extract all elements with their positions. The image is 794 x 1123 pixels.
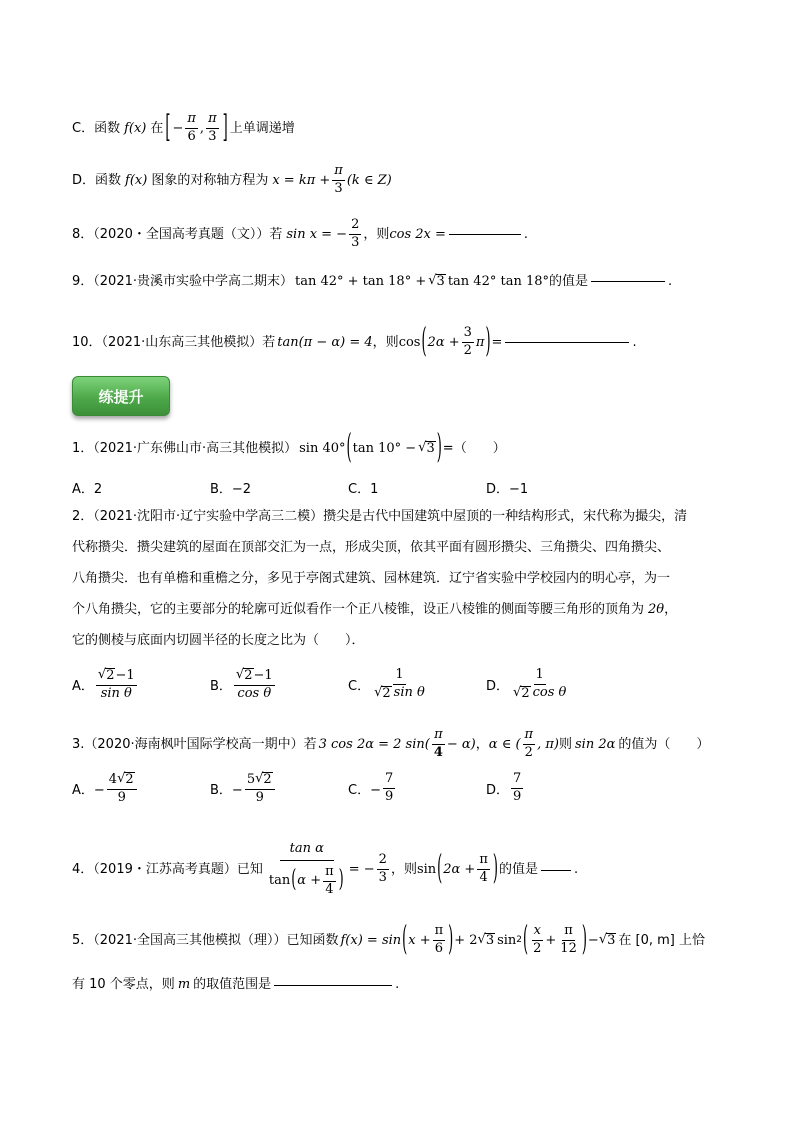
left-paren: ( [291, 865, 297, 894]
radicand: 3 [485, 933, 495, 949]
p1-option-b[interactable]: B．−2 [210, 482, 252, 497]
p5-line2b: 的取值范围是 [193, 977, 272, 992]
q7c-frac1 [185, 112, 198, 145]
den: 3 [208, 128, 217, 144]
sqrt: √ 2 [97, 667, 115, 683]
right-paren: ) [436, 428, 442, 468]
p1-option-c[interactable]: C．1 [348, 482, 379, 497]
p5-x1: x + [408, 932, 431, 948]
num: 4 [108, 771, 118, 787]
p3-c-frac [383, 772, 395, 805]
pi: π [433, 924, 446, 941]
p1-tan: tan 10° − [352, 440, 417, 456]
den: 2 [533, 940, 542, 956]
pi: π [206, 112, 219, 129]
p1-eq: =（ ） [442, 440, 506, 456]
p3-rest: , π) [537, 736, 559, 752]
p5-m: m [177, 977, 191, 992]
num: 2 [349, 218, 361, 235]
q10-eq: = [491, 334, 503, 350]
p3-label: 3.（2020·海南枫叶国际学校高一期中）若 [72, 736, 317, 752]
radicand: 2 [263, 772, 272, 787]
p5-sqrt: √ 3 [477, 932, 495, 949]
left-paren: ( [437, 850, 443, 890]
answer-blank[interactable] [505, 341, 629, 343]
p3-frac1 [432, 728, 445, 761]
p3-tail: 的值为（ ） [618, 736, 710, 752]
p2-line-1: 2．（2021·沈阳市·辽宁实验中学高三二模）攒尖是古代中国建筑中屋顶的一种结构形式，宋代称为撮尖，清 [72, 509, 688, 524]
p1-sqrt: √ 3 [418, 440, 435, 456]
p2-option-d[interactable] [486, 668, 570, 702]
question-10 [72, 322, 637, 362]
section-title: 练提升 [98, 387, 144, 406]
den: 2 [463, 342, 472, 358]
q8-tail: ，则 [363, 226, 390, 242]
p3-option-a[interactable] [72, 772, 139, 806]
q7d-cond: (k ∈ Z) [346, 172, 392, 188]
num: x [532, 924, 543, 941]
p4-bigfrac [267, 842, 347, 898]
den: 4 [325, 881, 334, 897]
option-letter: C．− [348, 782, 381, 798]
p2-line-4-wrap: 个八角攒尖，它的主要部分的轮廓可近似看作一个正八棱锥，设正八棱锥的侧面等腰三角形的顶角为 2θ ， [72, 602, 678, 617]
p3-lhs: 3 cos 2α = 2 sin( [318, 736, 430, 752]
p2-a-frac [96, 668, 137, 702]
q8-end: . [523, 226, 529, 242]
radicand: 3 [607, 933, 616, 949]
den: 3 [334, 180, 343, 196]
section-title-button [72, 376, 170, 416]
q10-tail: ，则 [372, 334, 399, 350]
q7d-mid: 图象的对称轴方程为 [151, 172, 269, 188]
left-paren: ( [421, 322, 427, 362]
den: 9 [117, 789, 126, 805]
p5-line2a: 有 10 个零点，则 [72, 977, 175, 992]
radicand: 3 [436, 274, 445, 289]
p2-line-2: 代称攒尖．攒尖建筑的屋面在顶部交汇为一点，形成尖顶，依其平面有圆形攒尖、三角攒尖、四角攒尖、 [72, 540, 671, 555]
sqrt: √ 2 [255, 771, 272, 787]
answer-blank[interactable] [591, 280, 665, 282]
den: 9 [255, 789, 264, 805]
q10-frac [462, 326, 474, 359]
q7-option-c [72, 112, 295, 145]
q9-label: 9．（2021·贵溪市实验中学高二期末） [72, 273, 293, 289]
q7c-label: C．函数 [72, 120, 121, 136]
q10-a: 2α + [427, 334, 460, 350]
answer-blank[interactable] [541, 869, 571, 871]
q9-tail: 的值是 [549, 273, 589, 289]
q7c-tail: 上单调递增 [229, 120, 295, 136]
option-letter: B．− [210, 783, 243, 799]
option-letter: D． [486, 679, 510, 695]
den: 4 [479, 870, 488, 886]
right-bracket: ] [222, 110, 228, 147]
p3-sep: ， [475, 736, 489, 752]
den-tail: cos θ [532, 685, 567, 701]
q7d-eq: x = kπ + [272, 172, 331, 188]
p4-sin: sin [416, 862, 437, 878]
p5-frac1 [433, 924, 446, 957]
p5-fx: f(x) = sin [340, 932, 402, 948]
option-letter: D． [486, 782, 510, 798]
num: 1 [534, 668, 546, 685]
p5-minus: − [587, 932, 599, 948]
q7c-in: 在 [150, 120, 164, 136]
num: 1 [393, 668, 405, 685]
p1-label: 1．（2021·广东佛山市·高三其他模拟） [72, 440, 298, 456]
p4-frac [377, 853, 389, 886]
option-letter: A．− [72, 783, 105, 799]
q7-option-d [72, 164, 392, 197]
pi: π [477, 853, 490, 870]
practice-5-line2 [72, 978, 399, 991]
q9-sqrt: √ 3 [428, 273, 445, 289]
num: tan α [280, 842, 334, 861]
p5-sqrt2: √ 3 [598, 932, 616, 949]
den: 4 [433, 744, 443, 760]
q9-expr1: tan 42° + tan 18° + [295, 273, 427, 289]
p2-line-5: 它的侧棱与底面内切圆半径的长度之比为（ ）． [72, 633, 365, 648]
den: 6 [187, 128, 196, 144]
p5-plus: + 2 [454, 932, 478, 948]
left-bracket: [ [165, 110, 171, 147]
q7d-frac [332, 164, 345, 197]
p2-b-frac [234, 668, 275, 702]
p1-sin: sin 40° [299, 440, 346, 456]
p2-line-3: 八角攒尖．也有单檐和重檐之分，多见于亭阁式建筑、园林建筑．辽宁省实验中学校园内的明心亭，为一 [72, 571, 671, 586]
p4-dot: . [573, 862, 579, 878]
p1-option-a[interactable]: A．2 [72, 482, 103, 497]
p4-label: 4．（2019・江苏高考真题）已知 [72, 862, 263, 878]
p3-mid: − α) [446, 736, 476, 752]
p3-option-b[interactable] [210, 772, 277, 806]
p5-end: . [395, 977, 400, 992]
question-8 [72, 218, 528, 251]
radicand: 3 [426, 441, 435, 456]
q8-label: 8．（2020・全国高考真题（文））若 [72, 226, 283, 242]
radicand: 2 [244, 668, 253, 683]
pi: π [562, 924, 575, 941]
q10-tan: tan(π − α) = 4 [277, 334, 373, 350]
radicand: 2 [382, 685, 391, 701]
den: sin θ [100, 685, 132, 701]
p5-sin2: sin [497, 932, 517, 948]
q8-sinx: sin x = − [286, 226, 348, 242]
left-paren: ( [523, 920, 529, 960]
q7d-fx: f(x) [125, 172, 148, 188]
num: 5 [246, 771, 256, 787]
q10-end: . [632, 334, 637, 350]
pi: π [332, 164, 345, 181]
practice-5 [72, 920, 706, 960]
q7c-frac2 [206, 112, 219, 145]
p3-then: 则 [558, 736, 572, 752]
right-paren: ) [485, 322, 491, 362]
q7c-sep: , [199, 120, 205, 136]
num-tail: −1 [253, 667, 273, 683]
den: 6 [434, 940, 443, 956]
p2-option-c[interactable] [348, 668, 429, 702]
num: 3 [462, 326, 474, 343]
pi: π [185, 112, 198, 129]
den: 3 [351, 234, 360, 250]
den: 2 [524, 744, 533, 760]
p2-line-4: 个八角攒尖，它的主要部分的轮廓可近似看作一个正八棱锥，设正八棱锥的侧面等腰三角形的顶角为 [72, 602, 645, 617]
alpha-plus: α + [297, 872, 322, 888]
p3-sin2a: sin 2α [574, 736, 616, 752]
radicand: 2 [521, 685, 530, 701]
p5-sq: 2 [516, 934, 523, 945]
q8-frac [349, 218, 361, 251]
p1-option-d[interactable]: D．−1 [486, 482, 529, 497]
p5-range: 在 [0, m] 上恰 [618, 932, 706, 948]
q9-end: . [668, 273, 673, 289]
p4-tail: ，则 [390, 862, 417, 878]
p2-d-frac [511, 668, 568, 702]
p4-a: 2α + [443, 862, 476, 878]
p3-d-frac [511, 772, 523, 805]
q8-cos: cos 2x = [389, 226, 446, 242]
left-paren: ( [346, 428, 352, 468]
den: 3 [378, 870, 387, 886]
num: 2 [377, 853, 389, 870]
sqrt: √ 2 [513, 684, 530, 701]
q7d-label: D．函数 [72, 172, 122, 188]
den: 12 [560, 940, 577, 956]
p3-frac2 [523, 728, 536, 761]
left-paren: ( [402, 920, 408, 960]
p2-theta: 2θ [648, 602, 665, 617]
practice-4 [72, 842, 578, 898]
den: cos θ [237, 685, 272, 701]
p2-option-b[interactable] [210, 668, 277, 702]
pi: π [523, 728, 536, 745]
p3-b-frac [245, 772, 275, 806]
p3-option-d[interactable] [486, 772, 525, 805]
num-tail: −1 [115, 667, 135, 683]
den: 9 [513, 788, 522, 804]
sqrt: √ 2 [117, 771, 134, 787]
sqrt: √ 2 [374, 684, 391, 701]
q9-expr2: tan 42° tan 18° [447, 273, 549, 289]
option-letter: C． [348, 679, 371, 695]
radicand: 2 [106, 668, 115, 683]
p4-frac2 [477, 853, 490, 886]
right-paren: ) [581, 920, 587, 960]
p5-frac3 [558, 924, 579, 957]
inner-frac [323, 865, 336, 898]
den-tail: sin θ [393, 685, 425, 701]
q7c-fx: f(x) [124, 120, 147, 136]
p5-frac2 [531, 924, 543, 957]
tan: tan [268, 872, 291, 888]
p5-plus2: + [545, 932, 557, 948]
p3-option-c[interactable] [348, 772, 397, 805]
p4-eq: = − [348, 862, 375, 878]
answer-blank[interactable] [449, 233, 521, 235]
p5-label: 5．（2021·全国高三其他模拟（理））已知函数 [72, 932, 339, 948]
sqrt: √ 2 [235, 667, 253, 683]
p3-alpha: α ∈ ( [488, 736, 521, 752]
right-paren: ) [448, 920, 454, 960]
right-paren: ) [338, 865, 344, 894]
p4-end: 的值是 [498, 862, 538, 878]
pi: π [323, 865, 336, 882]
num: 7 [383, 772, 395, 789]
answer-blank[interactable] [274, 984, 392, 986]
q10-label: 10．（2021·山东高三其他模拟）若 [72, 334, 276, 350]
question-9 [72, 274, 672, 288]
practice-3 [72, 728, 709, 761]
pi: π [475, 334, 485, 350]
q10-cos: cos [398, 334, 421, 350]
p2-option-a[interactable] [72, 668, 139, 702]
p3-a-frac [107, 772, 137, 806]
pi: π [432, 728, 445, 745]
q7c-neg: − [172, 120, 184, 136]
option-letter: A． [72, 679, 94, 695]
num: 7 [511, 772, 523, 789]
p2-c-frac [372, 668, 427, 702]
practice-1 [72, 428, 506, 468]
den: 9 [384, 788, 394, 804]
radicand: 2 [125, 772, 134, 787]
right-paren: ) [492, 850, 498, 890]
option-letter: B． [210, 679, 232, 695]
